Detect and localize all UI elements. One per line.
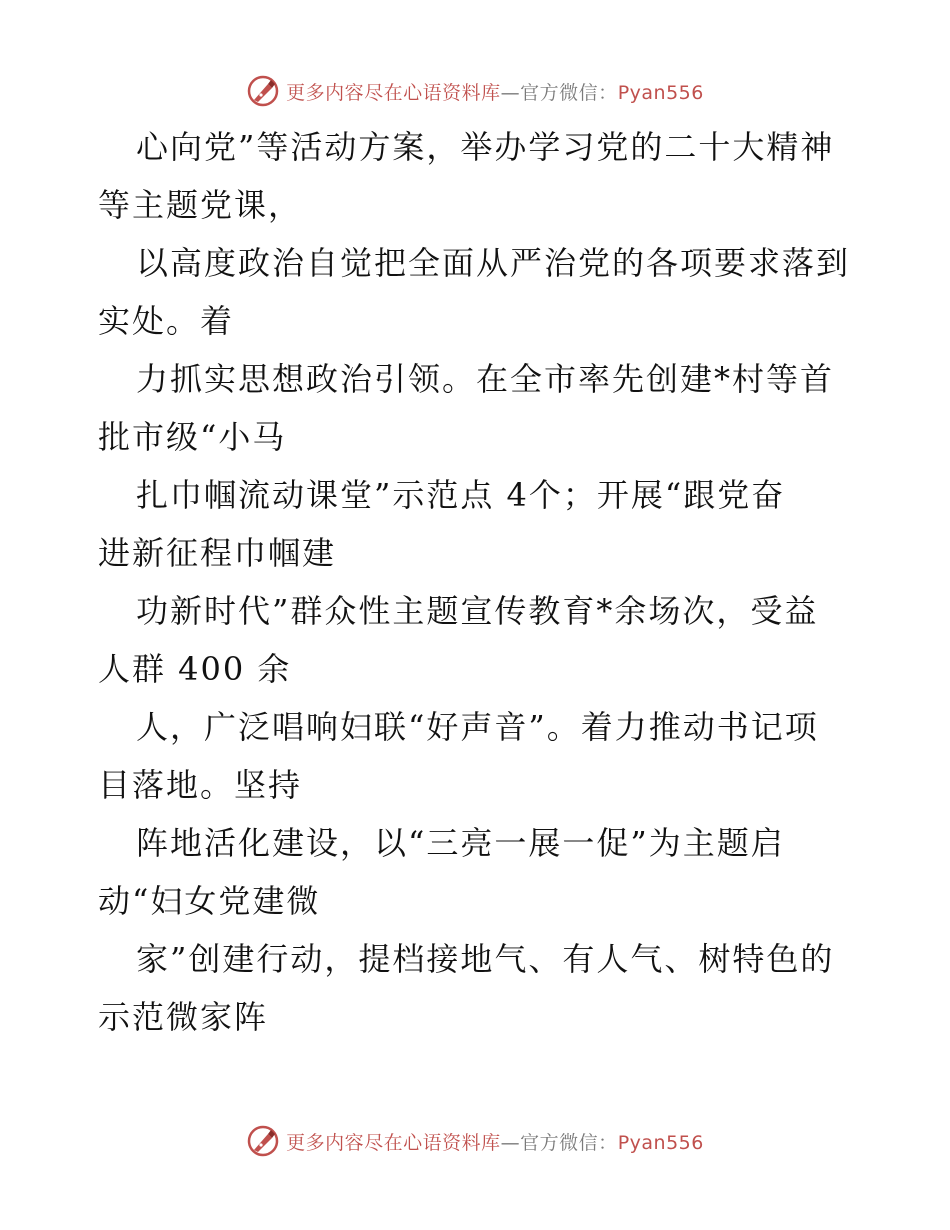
- body-line: 以高度政治自觉把全面从严治党的各项要求落到: [136, 244, 851, 282]
- footer-banner-dash: —: [500, 1131, 521, 1154]
- body-line: 功新时代”群众性主题宣传教育*余场次，受益: [136, 592, 819, 630]
- body-line: 力抓实思想政治引领。在全市率先创建*村等首: [136, 360, 835, 398]
- document-body: [98, 118, 858, 1046]
- body-line: 实处。着: [98, 302, 235, 340]
- body-line: 批市级“小马: [98, 418, 287, 456]
- header-banner-main: 更多内容尽在心语资料库: [286, 81, 501, 104]
- footer-banner-main: 更多内容尽在心语资料库: [286, 1131, 501, 1154]
- header-banner-text: [286, 78, 704, 105]
- header-banner-wechat-label: 官方微信：: [520, 81, 618, 104]
- body-line: 等主题党课，: [98, 186, 303, 224]
- header-banner-wechat-id: Pyan556: [617, 81, 704, 104]
- body-line: 扎巾帼流动课堂”示范点 4个；开展“跟党奋: [136, 476, 786, 514]
- pen-nib-logo-icon: [246, 74, 280, 108]
- body-line: 阵地活化建设，以“三亮一展一促”为主题启: [136, 824, 785, 862]
- footer-banner-wechat-id: Pyan556: [617, 1131, 704, 1154]
- footer-banner: [0, 1121, 950, 1161]
- footer-banner-wechat-label: 官方微信：: [520, 1131, 618, 1154]
- body-line: 进新征程巾帼建: [98, 534, 337, 572]
- body-line: 人，广泛唱响妇联“好声音”。着力推动书记项: [136, 708, 819, 746]
- body-line: 动“妇女党建微: [98, 882, 321, 920]
- body-line: 目落地。坚持: [98, 766, 303, 804]
- body-line: 人群 400 余: [98, 650, 292, 688]
- body-line: 家”创建行动，提档接地气、有人气、树特色的: [136, 940, 835, 978]
- body-line: 示范微家阵: [98, 998, 269, 1036]
- footer-banner-text: [286, 1128, 704, 1155]
- body-line: 心向党”等活动方案，举办学习党的二十大精神: [136, 128, 835, 166]
- header-banner-dash: —: [500, 81, 521, 104]
- pen-nib-logo-icon: [246, 1124, 280, 1158]
- header-banner: [0, 71, 950, 111]
